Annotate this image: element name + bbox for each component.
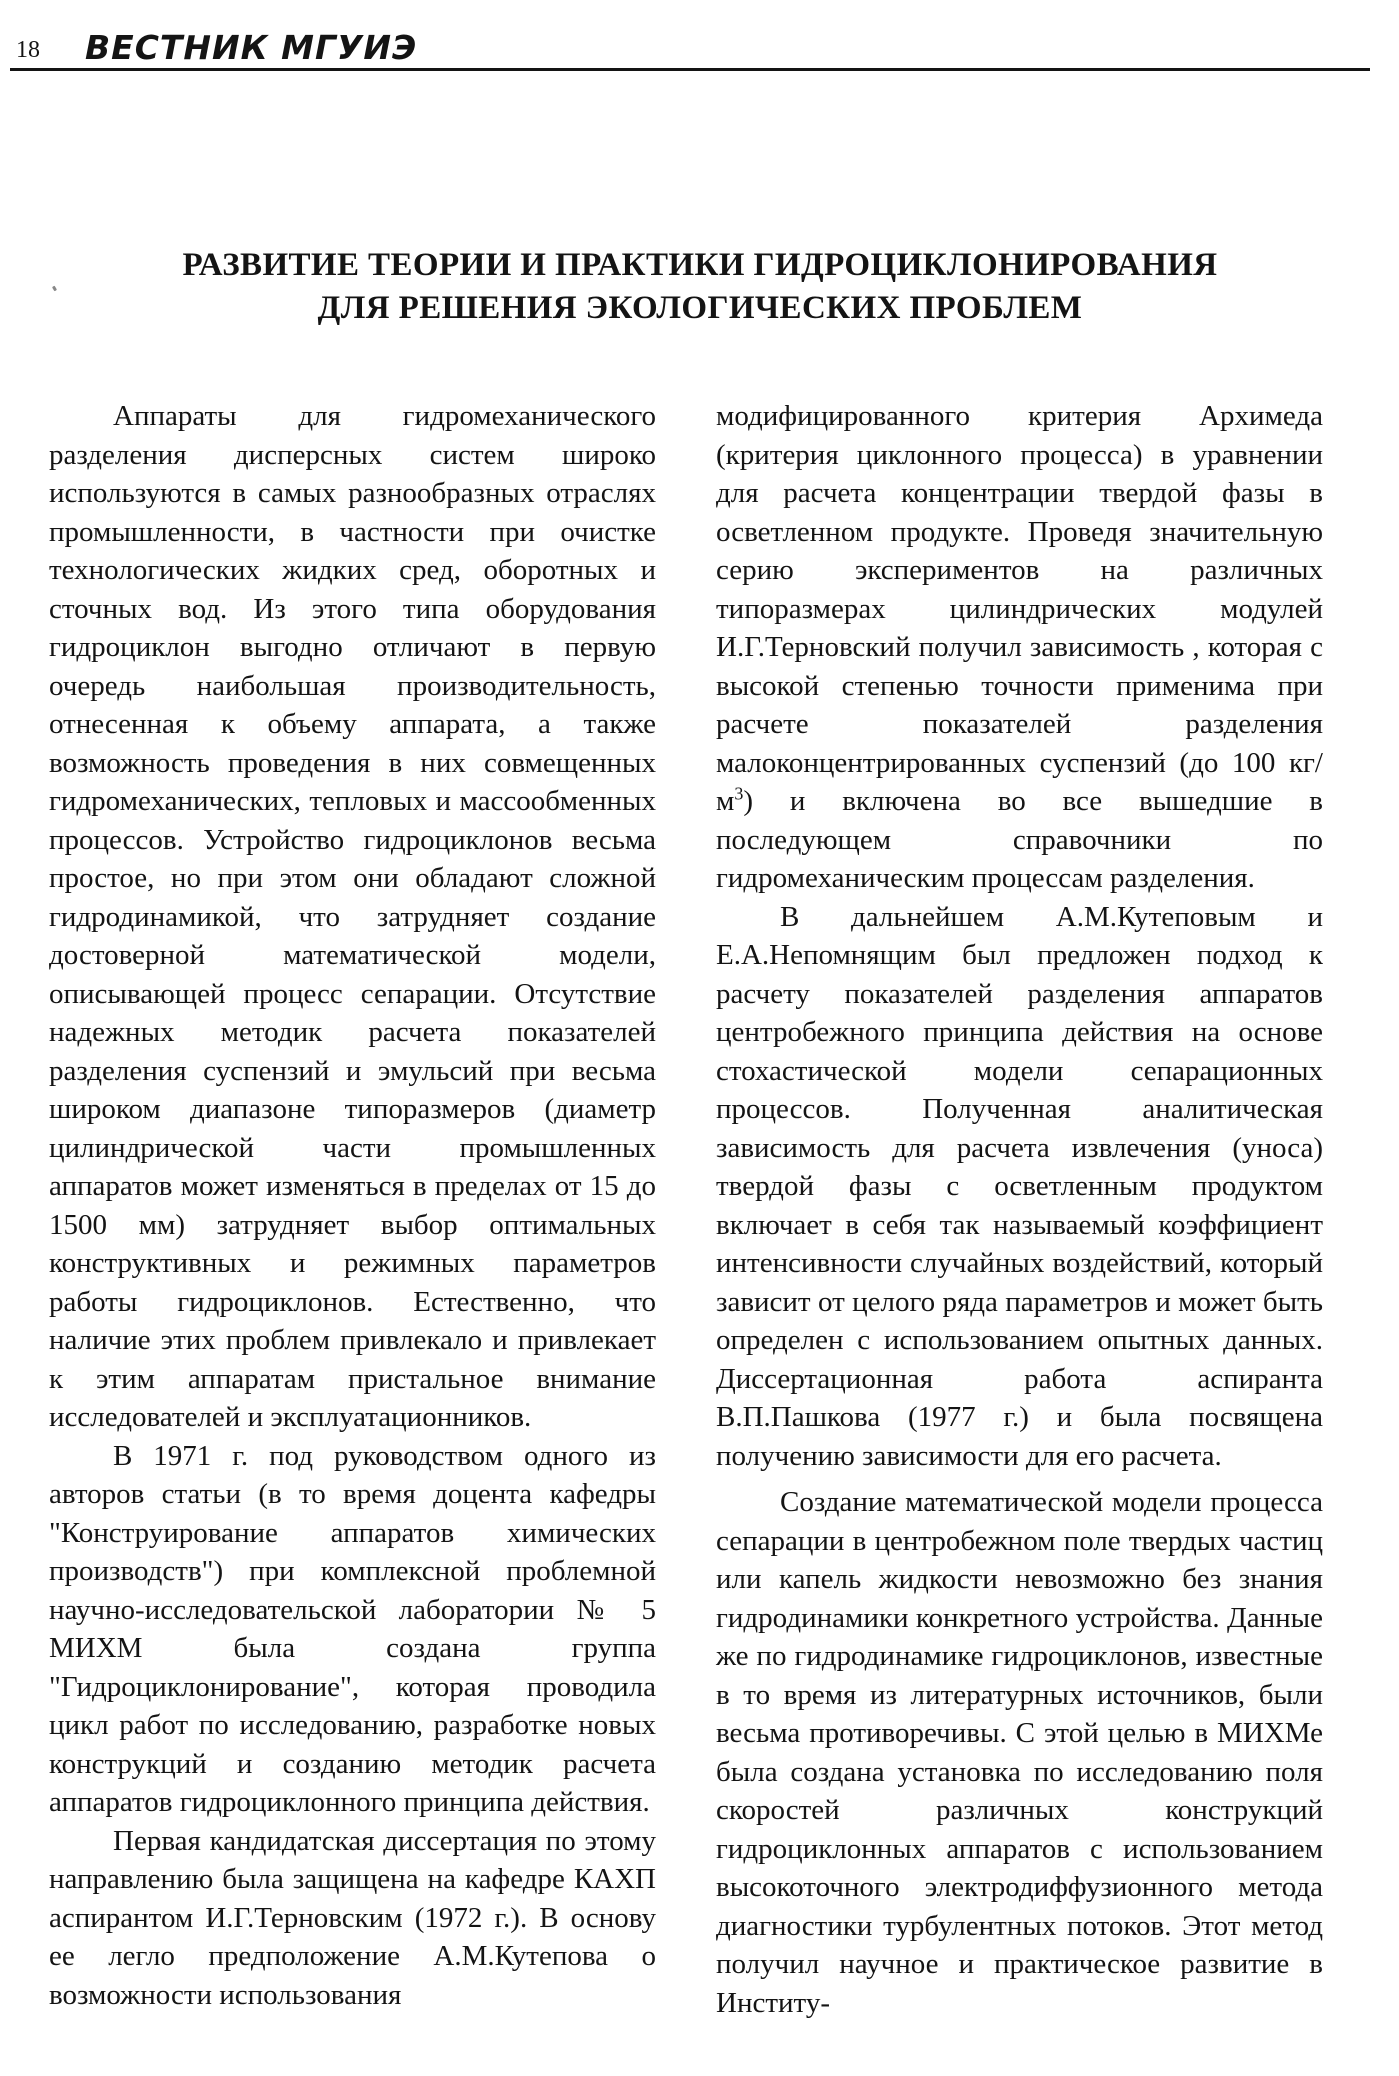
journal-title: ВЕСТНИК МГУИЭ <box>85 28 418 67</box>
article-title-line-2: ДЛЯ РЕШЕНИЯ ЭКОЛОГИЧЕСКИХ ПРОБЛЕМ <box>317 290 1083 326</box>
header-rule <box>10 68 1370 71</box>
superscript-3: 3 <box>734 783 744 804</box>
right-paragraph-1-tail: ) и включена во все вышедшие в последующем справочники по гидромеханическим процессам разделения. <box>716 785 1323 894</box>
right-column <box>716 397 1323 2022</box>
page-header <box>10 26 1370 72</box>
right-paragraph-1-text: модифицированного критерия Архимеда (критерия циклонного процесса) в уравнении для расчета концентрации твердой фазы в осветленном продукте. Проведя значительную серию экспериментов на различных типоразмерах цилиндрических модулей И.Г.Терновский получил зависимость , которая с высокой степенью точности применима при расчете показателей разделения малоконцентрированных суспензий (до 100 кг/м <box>716 400 1323 817</box>
right-paragraph-1 <box>716 397 1323 898</box>
left-paragraph-2: В 1971 г. под руководством одного из авторов статьи (в то время доцента кафедры "Конструирование аппаратов химических производств") при комплексной проблемной научно-исследовательской лаборатории № 5 МИХМ была создана группа "Гидроциклонирование", которая проводила цикл работ по исследованию, разработке новых конструкций и созданию методик расчета аппаратов гидроциклонного принципа действия. <box>49 1439 656 1818</box>
left-paragraph-1: Аппараты для гидромеханического разделения дисперсных систем широко используются в самых разнообразных отраслях промышленности, в частности при очистке технологических жидких сред, оборотных и сточных вод. Из этого типа оборудования гидроциклон выгодно отличают в первую очередь наибольшая производительность, отнесенная к объему аппарата, а также возможность проведения в них совмещенных гидромеханических, тепловых и массообменных процессов. Устройство гидроциклонов весьма простое, но при этом они обладают сложной гидродинамикой, что затрудняет создание достоверной математической модели, описывающей процесс сепарации. Отсутствие надежных методик расчета показателей разделения суспензий и эмульсий при весьма широком диапазоне типоразмеров (диаметр цилиндрической части промышленных аппаратов может изменяться в пределах от 15 до 1500 мм) затрудняет выбор оптимальных конструктивных и режимных параметров работы гидроциклонов. Естественно, что наличие этих проблем привлекало и привлекает к этим аппаратам пристальное внимание исследователей и эксплуатационников. <box>49 400 656 1433</box>
article-title <box>100 244 1300 330</box>
left-column <box>49 397 656 2014</box>
page-number: 18 <box>16 37 40 63</box>
scan-speck <box>52 286 57 292</box>
left-paragraph-3: Первая кандидатская диссертация по этому направлению была защищена на кафедре КАХП аспирантом И.Г.Терновским (1972 г.). В основу ее легло предположение А.М.Кутепова о возможности использования <box>49 1824 656 2011</box>
article-title-line-1: РАЗВИТИЕ ТЕОРИИ И ПРАКТИКИ ГИДРОЦИКЛОНИРОВАНИЯ <box>182 247 1218 283</box>
right-paragraph-2: В дальнейшем А.М.Кутеповым и Е.А.Непомнящим был предложен подход к расчету показателей разделения аппаратов центробежного принципа действия на основе стохастической модели сепарационных процессов. Полученная аналитическая зависимость для расчета извлечения (уноса) твердой фазы с осветленным продуктом включает в себя так называемый коэффициент интенсивности случайных воздействий, который зависит от целого ряда параметров и может быть определен с использованием опытных данных. Диссертационная работа аспиранта В.П.Пашкова (1977 г.) и была посвящена получению зависимости для его расчета. <box>716 900 1323 1472</box>
right-paragraph-3: Создание математической модели процесса сепарации в центробежном поле твердых частиц или капель жидкости невозможно без знания гидродинамики конкретного устройства. Данные же по гидродинамике гидроциклонов, известные в то время из литературных источников, были весьма противоречивы. С этой целью в МИХМе была создана установка по исследованию поля скоростей различных конструкций гидроциклонных аппаратов с использованием высокоточного электродиффузионного метода диагностики турбулентных потоков. Этот метод получил научное и практическое развитие в Институ- <box>716 1486 1323 2019</box>
